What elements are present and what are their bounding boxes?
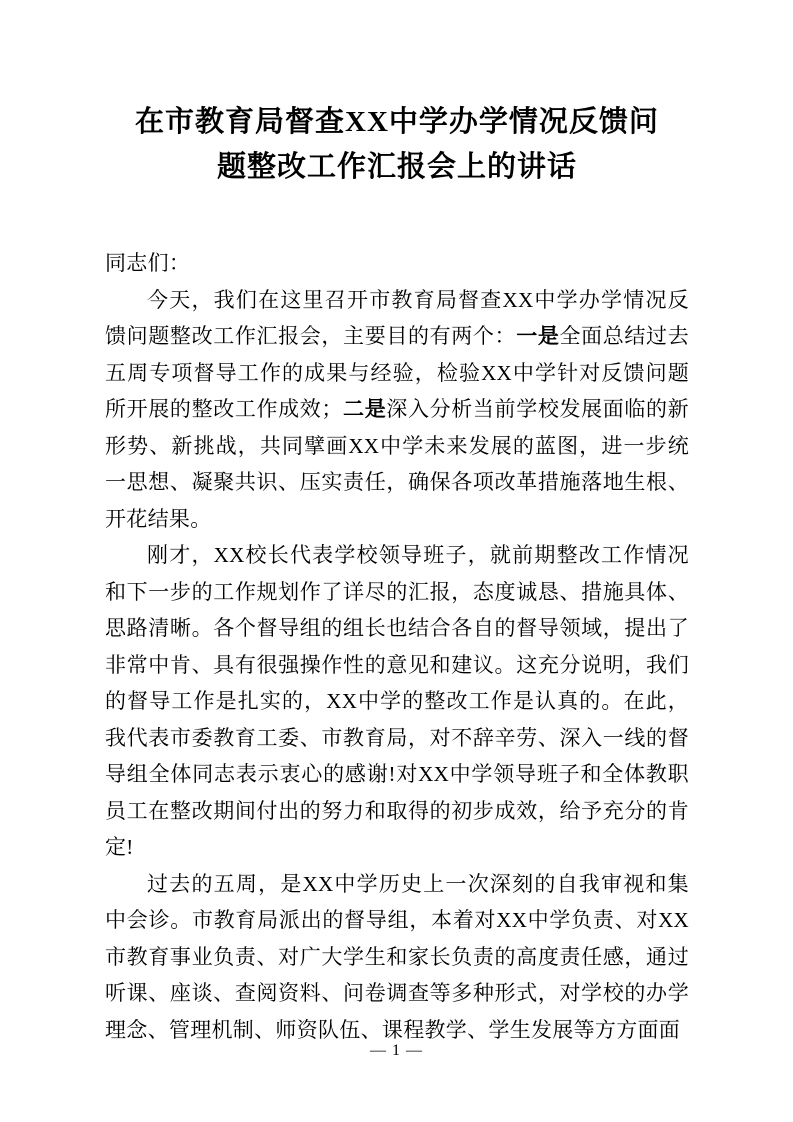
paragraph-3: [105, 866, 689, 1049]
paragraph-2-segment: 刚才，XX校长代表学校领导班子，就前期整改工作情况和下一步的工作规划作了详尽的汇报，态度诚恳、措施具体、思路清晰。各个督导组的组长也结合各自的督导领域，提出了非常中肯、具有很强操作性的意见和建议。这充分说明，我们的督导工作是扎实的，XX中学的整改工作是认真的。在此，我代表市委教育工委、市教育局，对不辞辛劳、深入一线的督导组全体同志表示衷心的感谢!对XX中学领导班子和全体教职员工在整改期间付出的努力和取得的初步成效，给予充分的肯定!: [105, 543, 689, 859]
paragraph-3-segment: 过去的五周，是XX中学历史上一次深刻的自我审视和集中会诊。市教育局派出的督导组，本着对XX中学负责、对XX市教育事业负责、对广大学生和家长负责的高度责任感，通过听课、座谈、查阅资料、问卷调查等多种形式，对学校的办学理念、管理机制、师资队伍、课程教学、学生发展等方方面面: [105, 871, 689, 1042]
paragraph-1-segment: 今天，我们在这里召开市教育局督查XX中学办学情况反馈问题整改工作汇报会，主要目的有两个：: [105, 287, 689, 348]
paragraph-1-segment: 深入分析当前学校发展面临的新形势、新挑战，共同擘画XX中学未来发展的蓝图，进一步统一思想、凝聚共识、压实责任，确保各项改革措施落地生根、开花结果。: [105, 397, 689, 531]
paragraph-1: [105, 282, 689, 538]
paragraph-1-emphasis-first: 一是: [516, 324, 560, 348]
salutation: 同志们：: [105, 251, 191, 275]
paragraph-1-emphasis-second: 二是: [342, 397, 387, 421]
document-title: 在市教育局督查XX中学办学情况反馈问题整改工作汇报会上的讲话: [135, 106, 659, 183]
page-number: — 1 —: [370, 1042, 423, 1059]
paragraph-1-segment: 全面总结过去五周专项督导工作的成果与经验，检验XX中学针对反馈问题所开展的整改工作成效；: [105, 324, 689, 421]
paragraph-2: [105, 537, 689, 866]
document-body: [105, 245, 689, 1048]
